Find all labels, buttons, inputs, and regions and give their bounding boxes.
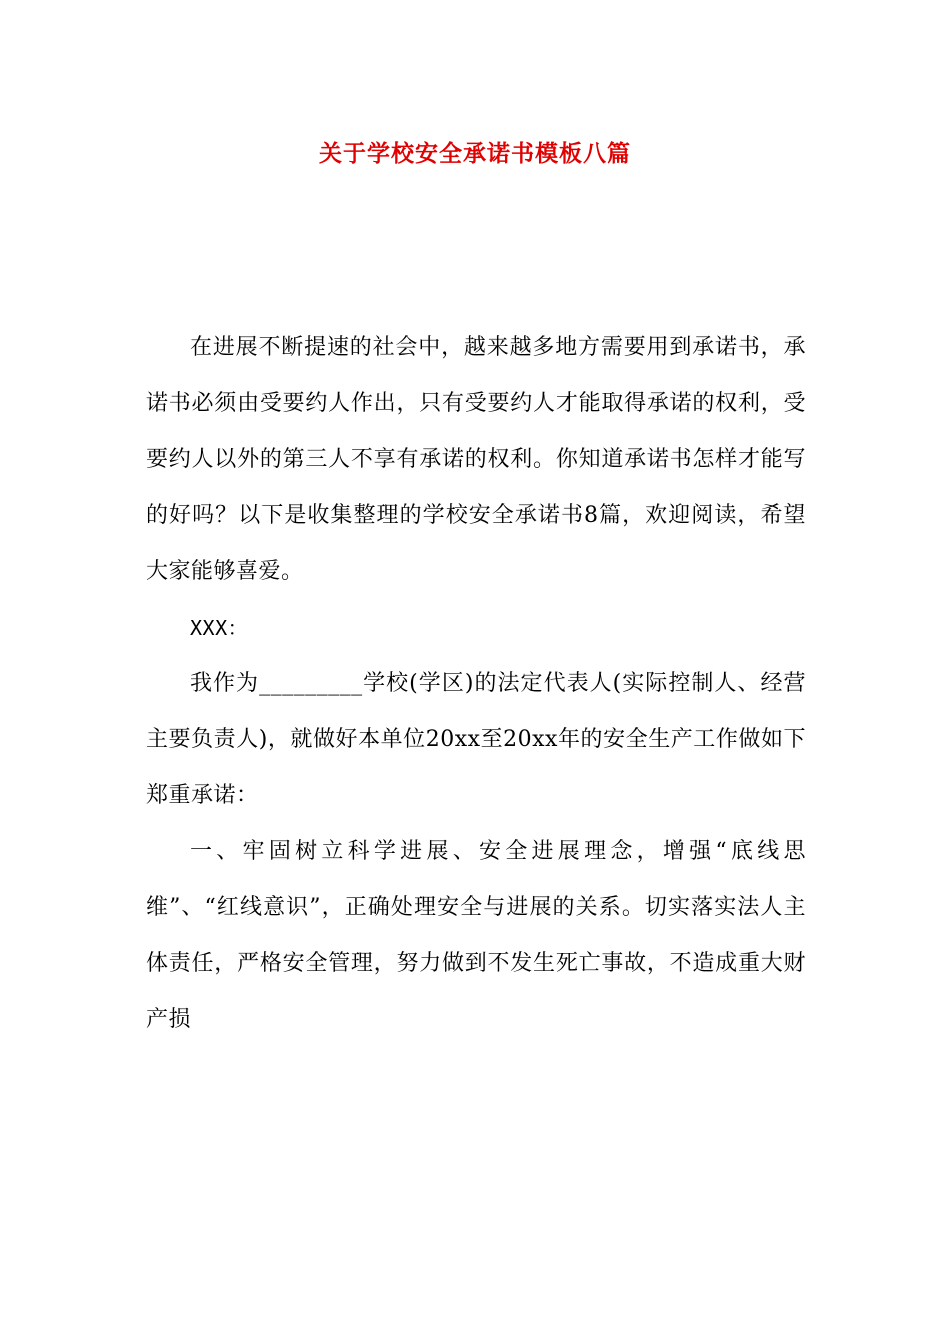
document-title: 关于学校安全承诺书模板八篇	[319, 140, 631, 167]
commitment-item-one: 一、牢固树立科学进展、安全进展理念，增强“底线思维”、“红线意识”，正确处理安全与进展的关系。切实落实法人主体责任，严格安全管理，努力做到不发生死亡事故，不造成重大财产损	[146, 839, 806, 1032]
document-body	[146, 320, 806, 1048]
salutation: XXX：	[190, 616, 249, 640]
intro-paragraph: 在进展不断提速的社会中，越来越多地方需要用到承诺书，承诺书必须由受要约人作出，只有受要约人才能取得承诺的权利，受要约人以外的第三人不享有承诺的权利。你知道承诺书怎样才能写的好吗？以下是收集整理的学校安全承诺书8篇，欢迎阅读，希望大家能够喜爱。	[146, 335, 806, 584]
commitment-intro-paragraph: 我作为_________学校(学区)的法定代表人(实际控制人、经营主要负责人)，就做好本单位20xx至20xx年的安全生产工作做如下郑重承诺：	[146, 671, 806, 808]
